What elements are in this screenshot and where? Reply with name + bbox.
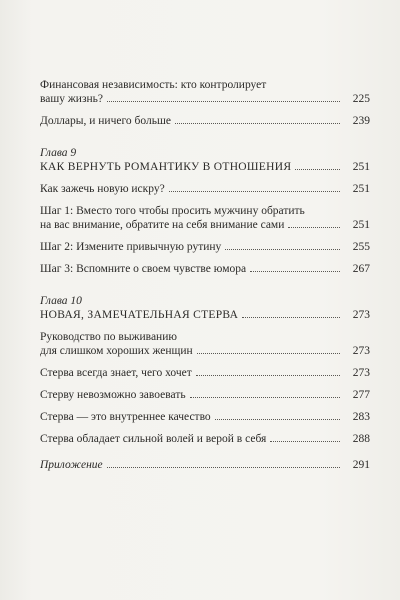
dot-leader: [169, 191, 340, 192]
toc-entry-line: Стерва всегда знает, чего хочет: [40, 367, 192, 379]
toc-entry-line: вашу жизнь?: [40, 93, 104, 105]
page-number: 277: [352, 389, 370, 401]
dot-leader: [270, 441, 340, 442]
chapter-label: Глава 9: [40, 147, 77, 159]
chapter-title: НОВАЯ, ЗАМЕЧАТЕЛЬНАЯ СТЕРВА: [40, 309, 239, 321]
dot-leader: [242, 317, 340, 318]
chapter-title-entry: [40, 308, 370, 322]
page-number: 291: [352, 459, 370, 471]
toc-entry: [40, 240, 370, 254]
toc-entry-line: на вас внимание, обратите на себя внимание сами: [40, 219, 285, 231]
page-number: 255: [352, 241, 370, 253]
toc-entry-line: Стерву невозможно завоевать: [40, 389, 186, 401]
toc-entry-line: Шаг 1: Вместо того чтобы просить мужчину обратить: [40, 205, 305, 217]
dot-leader: [107, 467, 340, 468]
toc-entry: [40, 262, 370, 276]
page-number: 251: [352, 183, 370, 195]
toc-entry-appendix: [40, 458, 370, 472]
page-number: 251: [352, 161, 370, 173]
dot-leader: [196, 375, 340, 376]
dot-leader: [175, 123, 340, 124]
toc-entry: [40, 366, 370, 380]
chapter-title: КАК ВЕРНУТЬ РОМАНТИКУ В ОТНОШЕНИЯ: [40, 161, 292, 173]
dot-leader: [250, 271, 340, 272]
toc-entry-line: Финансовая независимость: кто контролирует: [40, 79, 267, 91]
toc-entry: [40, 388, 370, 402]
toc-entry-line: Как зажечь новую искру?: [40, 183, 165, 195]
dot-leader: [197, 353, 340, 354]
dot-leader: [190, 397, 340, 398]
toc-entry: [40, 330, 370, 358]
toc-entry-line: Стерва обладает сильной волей и верой в себя: [40, 433, 267, 445]
dot-leader: [107, 101, 340, 102]
page-number: 273: [352, 309, 370, 321]
chapter-label: Глава 10: [40, 295, 82, 307]
toc-entry-line: Шаг 2: Измените привычную рутину: [40, 241, 222, 253]
toc-entry-line: Руководство по выживанию: [40, 331, 177, 343]
page-number: 283: [352, 411, 370, 423]
toc-entry: [40, 114, 370, 128]
toc-entry-line: для слишком хороших женщин: [40, 345, 193, 357]
toc-entry-line: Стерва — это внутреннее качество: [40, 411, 211, 423]
appendix-label: Приложение: [40, 459, 103, 471]
page-number: 225: [352, 93, 370, 105]
page-number: 273: [352, 345, 370, 357]
page-number: 273: [352, 367, 370, 379]
page-number: 267: [352, 263, 370, 275]
table-of-contents: [40, 70, 370, 472]
toc-entry: [40, 432, 370, 446]
page-number: 288: [352, 433, 370, 445]
toc-entry-line: Шаг 3: Вспомните о своем чувстве юмора: [40, 263, 247, 275]
dot-leader: [225, 249, 340, 250]
dot-leader: [215, 419, 340, 420]
page-number: 239: [352, 115, 370, 127]
chapter-title-entry: [40, 160, 370, 174]
toc-entry: [40, 182, 370, 196]
dot-leader: [288, 227, 340, 228]
toc-entry: [40, 78, 370, 106]
toc-entry-line: Доллары, и ничего больше: [40, 115, 171, 127]
toc-entry: [40, 410, 370, 424]
page-number: 251: [352, 219, 370, 231]
dot-leader: [295, 169, 340, 170]
toc-entry: [40, 204, 370, 232]
